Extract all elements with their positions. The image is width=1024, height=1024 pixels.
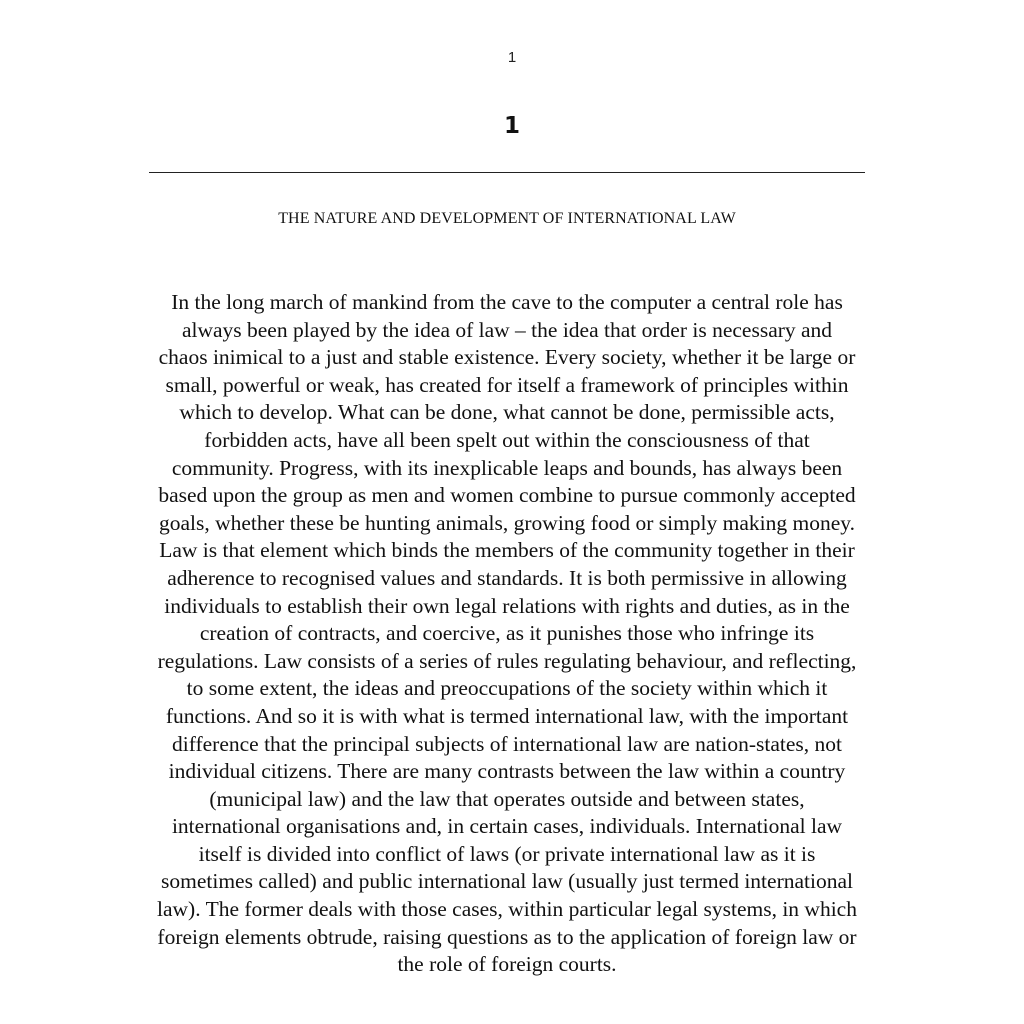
text-line: which to develop. What can be done, what cannot be done, permissible acts,	[179, 400, 835, 425]
chapter-title: THE NATURE AND DEVELOPMENT OF INTERNATIONAL LAW	[278, 210, 736, 227]
text-line: goals, whether these be hunting animals, growing food or simply making money.	[158, 510, 856, 535]
text-line: community. Progress, with its inexplicable leaps and bounds, has always been	[171, 455, 843, 480]
text-line: based upon the group as men and women combine to pursue commonly accepted	[158, 483, 856, 508]
text-line: the role of foreign courts.	[397, 952, 617, 977]
text-line: law). The former deals with those cases, within particular legal systems, in which	[157, 897, 857, 922]
text-line: regulations. Law consists of a series of rules regulating behaviour, and reflecting,	[157, 648, 857, 673]
text-line: difference that the principal subjects of international law are nation-states, not	[171, 731, 843, 756]
text-line: forbidden acts, have all been spelt out within the consciousness of that	[204, 427, 810, 452]
text-line: small, powerful or weak, has created for itself a framework of principles within	[165, 372, 849, 397]
text-line: international organisations and, in certain cases, individuals. International law	[171, 814, 843, 839]
text-line: always been played by the idea of law – the idea that order is necessary and	[181, 317, 833, 342]
chapter-rule	[149, 172, 865, 173]
body-paragraph	[100, 289, 914, 979]
text-line: creation of contracts, and coercive, as it punishes those who infringe its	[199, 621, 815, 646]
page-number: 1	[507, 49, 517, 66]
text-line: Law is that element which binds the members of the community together in their	[159, 538, 855, 563]
text-line: individuals to establish their own legal relations with rights and duties, as in the	[164, 593, 850, 618]
chapter-number: 1	[503, 113, 520, 139]
text-line: to some extent, the ideas and preoccupations of the society within which it	[186, 676, 828, 701]
text-line: chaos inimical to a just and stable existence. Every society, whether it be large or	[158, 345, 856, 370]
text-line: functions. And so it is with what is termed international law, with the important	[165, 703, 849, 728]
text-line: (municipal law) and the law that operates outside and between states,	[209, 786, 805, 811]
text-line: itself is divided into conflict of laws (or private international law as it is	[198, 841, 816, 866]
text-line: In the long march of mankind from the cave to the computer a central role has	[171, 290, 843, 314]
text-line: sometimes called) and public international law (usually just termed international	[161, 869, 853, 894]
text-line: individual citizens. There are many contrasts between the law within a country	[168, 759, 846, 784]
text-line: adherence to recognised values and standards. It is both permissive in allowing	[167, 565, 847, 590]
text-line: foreign elements obtrude, raising questions as to the application of foreign law or	[157, 924, 857, 949]
